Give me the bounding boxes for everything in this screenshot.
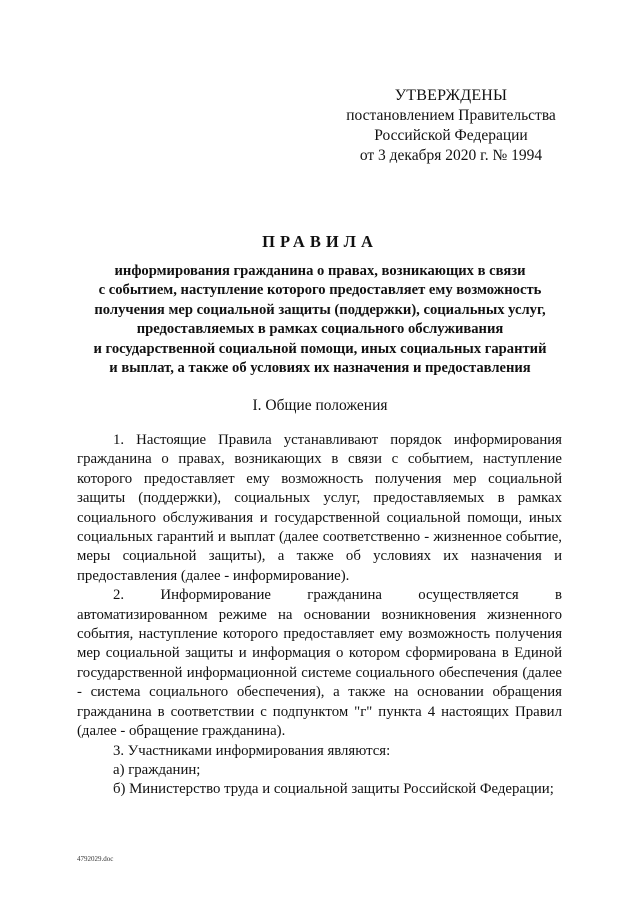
approval-date-line: от 3 декабря 2020 г. № 1994 [359, 147, 543, 164]
approval-line: Российской Федерации [374, 127, 528, 144]
subtitle-line: с событием, наступление которого предоставляет ему возможность [98, 282, 542, 299]
subtitle-line: и выплат, а также об условиях их назначения и предоставления [109, 360, 531, 377]
subtitle-line: и государственной социальной помощи, иных социальных гарантий [93, 340, 547, 357]
paragraph: 3. Участниками информирования являются: [113, 742, 391, 759]
paragraph: 2. Информирование гражданина осуществляется в автоматизированном режиме на основании возникновения жизненного события, наступление которого предоставляет ему возможность получения мер социальной защиты и информация о котором сформирована в Единой государственной информационной системе социального обеспечения (далее - система социального обеспечения), а также на основании обращения гражданина в соответствии с подпунктом "г" пункта 4 настоящих Правил (далее - обращение гражданина). [77, 587, 562, 740]
document-body [77, 431, 562, 800]
approval-block [336, 86, 566, 166]
document-title: ПРАВИЛА [262, 232, 378, 251]
paragraph: а) гражданин; [113, 761, 201, 778]
approval-line: постановлением Правительства [346, 107, 556, 124]
section-heading: I. Общие положения [252, 397, 388, 414]
approval-approved: УТВЕРЖДЕНЫ [394, 87, 508, 104]
paragraph: б) Министерство труда и социальной защиты Российской Федерации; [113, 781, 554, 798]
paragraph: 1. Настоящие Правила устанавливают порядок информирования гражданина о правах, возникающих в связи с событием, наступление которого предоставляет ему возможность получения мер социальной защиты (поддержки), социальных услуг, предоставляемых в рамках социального обслуживания и государственной социальной помощи, иных социальных гарантий и выплат (далее соответственно - жизненное событие, меры социальной защиты), а также об условиях их назначения и предоставления (далее - информирование). [77, 432, 562, 584]
subtitle-line: предоставляемых в рамках социального обслуживания [136, 321, 504, 338]
subtitle-line: получения мер социальной защиты (поддержки), социальных услуг, [94, 301, 546, 318]
document-subtitle [70, 262, 570, 378]
subtitle-line: информирования гражданина о правах, возникающих в связи [114, 263, 526, 279]
footer-file-code: 4792029.doc [77, 855, 114, 863]
